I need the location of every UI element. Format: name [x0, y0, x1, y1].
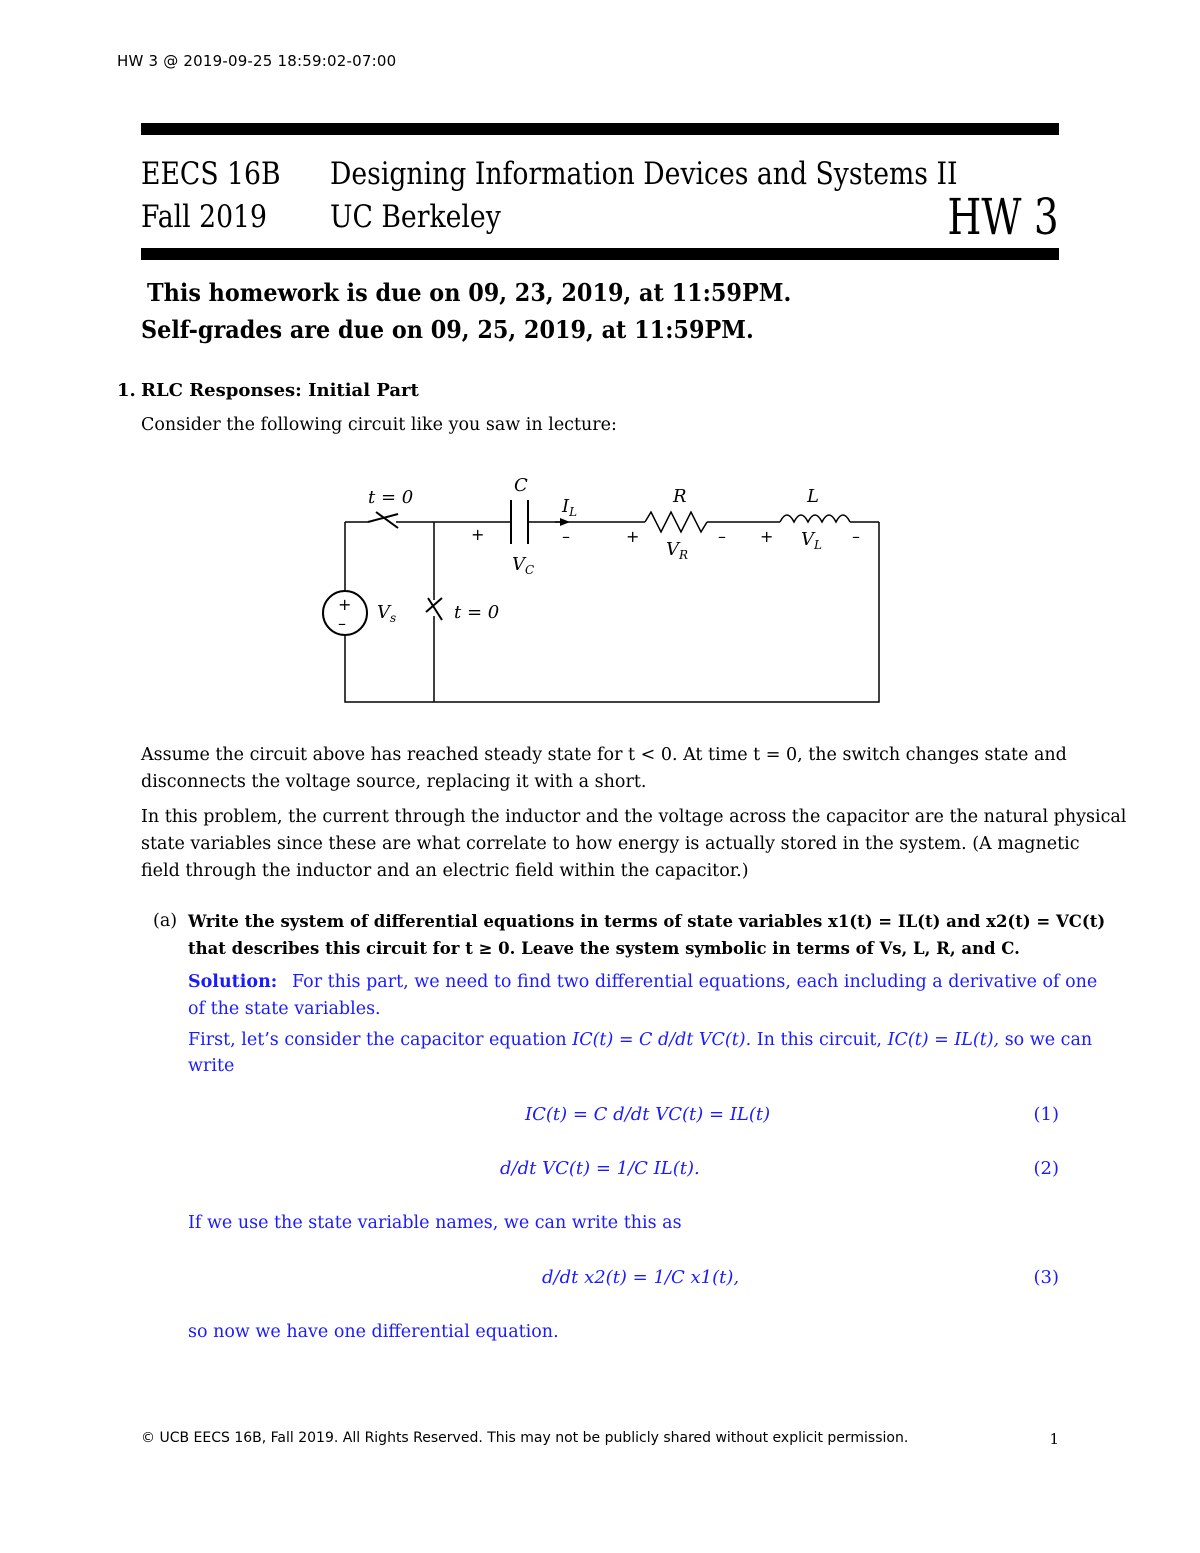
- equation-3-number: (3): [1033, 1267, 1059, 1288]
- course-term: Fall 2019: [141, 199, 267, 235]
- copyright-footer: © UCB EECS 16B, Fall 2019. All Rights Reserved. This may not be publicly shared without explicit permission.: [141, 1430, 909, 1446]
- solution-line2: of the state variables.: [188, 999, 381, 1019]
- circuit-outer-wire: [345, 522, 879, 702]
- resistor-label: R: [673, 486, 687, 507]
- part-a-label: (a): [153, 911, 178, 931]
- current-equality-inline: IC(t) = IL(t),: [887, 1030, 1000, 1050]
- solution-label: Solution:: [188, 972, 278, 992]
- vr-minus: –: [718, 527, 726, 546]
- capacitor-label: C: [514, 475, 528, 496]
- closing-line: so now we have one differential equation.: [188, 1322, 559, 1342]
- state-variable-intro: If we use the state variable names, we can write this as: [188, 1213, 682, 1233]
- rlc-circuit-diagram: [300, 470, 900, 710]
- vr-plus: +: [626, 527, 640, 546]
- vs-minus: –: [338, 614, 346, 633]
- problem-intro: Consider the following circuit like you saw in lecture:: [141, 415, 617, 435]
- state-para-line2: state variables since these are what correlate to how energy is actually stored in the system. (A magnetic: [141, 834, 1080, 854]
- vc-plus: +: [471, 525, 485, 544]
- due-date-line: This homework is due on 09, 23, 2019, at 11:59PM.: [147, 278, 792, 307]
- header-top-rule: [141, 123, 1059, 135]
- so-we-can: so we can: [1004, 1030, 1093, 1050]
- vl-minus: –: [852, 527, 860, 546]
- switch-mid-label: t = 0: [454, 602, 500, 623]
- equation-2: d/dt VC(t) = 1/C IL(t).: [500, 1158, 700, 1179]
- equation-1-number: (1): [1033, 1104, 1059, 1125]
- timestamp-stamp: HW 3 @ 2019-09-25 18:59:02-07:00: [117, 52, 397, 70]
- state-para-line3: field through the inductor and an electric field within the capacitor.): [141, 861, 749, 881]
- equation-1: IC(t) = C d/dt VC(t) = IL(t): [525, 1104, 771, 1125]
- circuit-intro: In this circuit,: [756, 1030, 882, 1050]
- vc-label: $V_C$: [512, 554, 535, 577]
- state-para-line1: In this problem, the current through the inductor and the voltage across the capacitor are the natural physical: [141, 807, 1127, 827]
- inductor-label: L: [807, 486, 819, 507]
- solution-line4: write: [188, 1056, 235, 1076]
- equation-3: d/dt x2(t) = 1/C x1(t),: [542, 1267, 740, 1288]
- homework-label: HW 3: [947, 188, 1059, 246]
- course-code: EECS 16B: [141, 156, 281, 192]
- part-a-question-line2: that describes this circuit for t ≥ 0. Leave the system symbolic in terms of Vs, L, R, and C.: [188, 939, 1020, 958]
- vl-label: $V_L$: [801, 529, 822, 552]
- assume-para-line1: Assume the circuit above has reached steady state for t < 0. At time t = 0, the switch changes state and: [141, 745, 1067, 765]
- vc-minus: –: [562, 527, 570, 546]
- header-bottom-rule: [141, 248, 1059, 260]
- vr-label: $V_R$: [666, 539, 689, 562]
- current-label: $I_L$: [562, 496, 578, 519]
- page-number: 1: [1049, 1430, 1059, 1448]
- solution-line1: For this part, we need to find two differential equations, each including a derivative of one: [292, 972, 1098, 992]
- assume-para-line2: disconnects the voltage source, replacing it with a short.: [141, 772, 647, 792]
- vs-plus: +: [338, 595, 352, 614]
- switch-top-label: t = 0: [368, 487, 414, 508]
- solution-line3: [188, 1027, 1092, 1054]
- part-a-question-line1: Write the system of differential equations in terms of state variables x1(t) = IL(t) and x2(t) = VC(t): [188, 912, 1106, 931]
- school-name: UC Berkeley: [330, 199, 501, 235]
- problem-number: 1.: [117, 380, 136, 401]
- capacitor-eq-intro: First, let’s consider the capacitor equation: [188, 1030, 567, 1050]
- capacitor-eq-inline: IC(t) = C d/dt VC(t).: [572, 1030, 752, 1050]
- selfgrade-due-line: Self-grades are due on 09, 25, 2019, at 11:59PM.: [141, 315, 754, 344]
- course-title: Designing Information Devices and Systems II: [330, 156, 958, 192]
- vl-plus: +: [760, 527, 774, 546]
- equation-2-number: (2): [1033, 1158, 1059, 1179]
- problem-title: RLC Responses: Initial Part: [141, 380, 419, 401]
- vs-label: $V_s$: [377, 602, 397, 625]
